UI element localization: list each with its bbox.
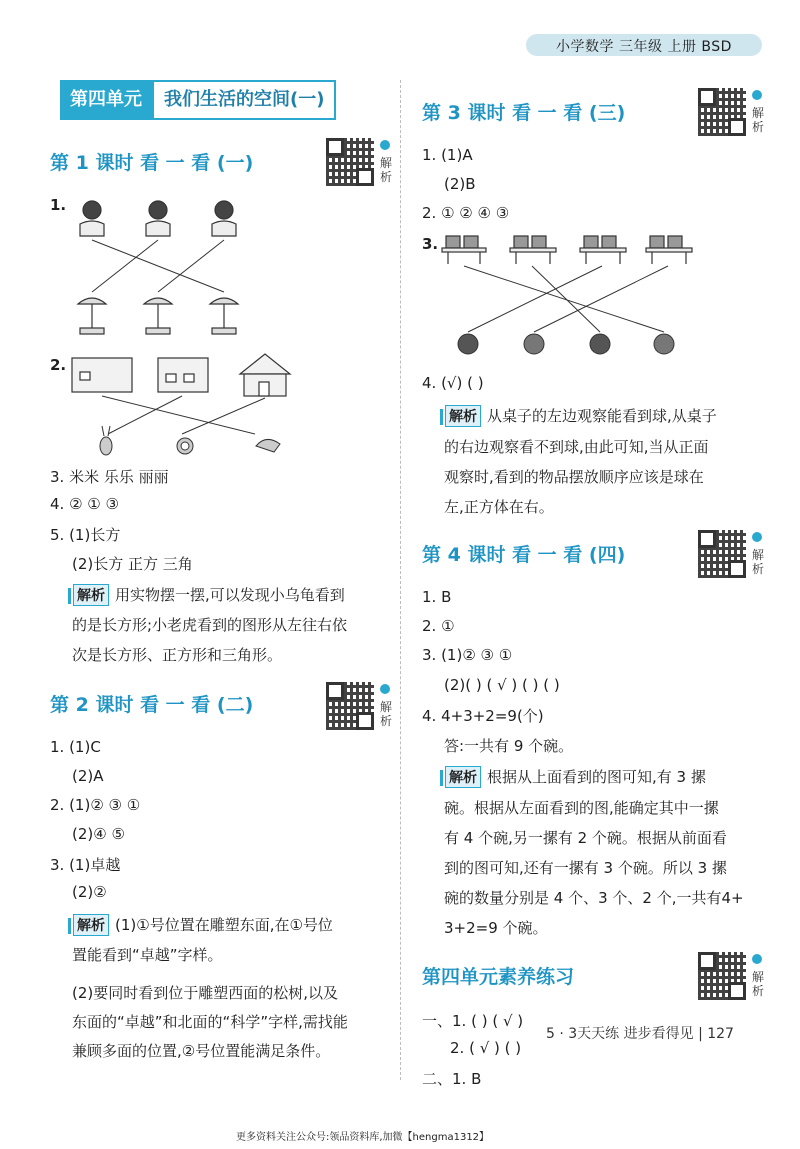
l1-analysis-line1: [68, 584, 345, 606]
column-divider: [400, 80, 401, 1080]
qr-code-icon[interactable]: [326, 138, 374, 186]
qr-code-icon[interactable]: [326, 682, 374, 730]
unit-number: 第四单元: [60, 80, 152, 120]
practice-line1: 一、1. ( ) ( √ ): [422, 1012, 524, 1030]
l3-analysis-text1: 从桌子的左边观察能看到球,从桌子: [487, 407, 717, 425]
lesson1-title: 第 1 课时 看 一 看 (一): [50, 152, 254, 174]
l4-line2: 2. ①: [422, 617, 455, 635]
tag-bar: [68, 588, 71, 604]
l4-analysis-line6: 3+2=9 个碗。: [444, 919, 548, 937]
l4-analysis-line2: 碗。根据从左面看到的图,能确定其中一摞: [444, 799, 719, 817]
l4-line6: 答:一共有 9 个碗。: [444, 737, 574, 755]
l3-line3: 2. ① ② ④ ③: [422, 204, 510, 222]
lamp-icon: [78, 298, 238, 334]
l1-q4: 4. ② ① ③: [50, 495, 119, 513]
l2-line4: (2)④ ⑤: [72, 825, 125, 843]
l4-analysis-text1: 根据从上面看到的图可知,有 3 摞: [487, 768, 706, 786]
person-icon: [80, 201, 236, 236]
l4-analysis-line5: 碗的数量分别是 4 个、3 个、2 个,一共有4+: [444, 889, 744, 907]
l1-analysis-line2: 的是长方形;小老虎看到的图形从左往右依: [72, 616, 348, 634]
header-text: 小学数学 三年级 上册 BSD: [556, 39, 732, 55]
l3-line2: (2)B: [444, 175, 476, 193]
l2-line6: (2)②: [72, 883, 107, 901]
play-icon: [380, 140, 390, 150]
l2-analysis-line2: 置能看到“卓越”字样。: [72, 946, 223, 964]
l2-analysis-text1: (1)①号位置在雕塑东面,在①号位: [115, 916, 333, 934]
lesson3-title: 第 3 课时 看 一 看 (三): [422, 102, 626, 124]
l2-analysis-line3: (2)要同时看到位于雕塑西面的松树,以及: [72, 984, 339, 1002]
play-icon: [752, 954, 762, 964]
l4-analysis-line3: 有 4 个碗,另一摞有 2 个碗。根据从前面看: [444, 829, 727, 847]
header-bar: [526, 34, 762, 56]
lesson2-title: 第 2 课时 看 一 看 (二): [50, 694, 254, 716]
l2-line1: 1. (1)C: [50, 738, 101, 756]
qr-code-icon[interactable]: [698, 952, 746, 1000]
qr-label: 解析: [751, 106, 764, 134]
analysis-label: 解析: [73, 584, 109, 606]
practice-line3: 二、1. B: [422, 1070, 482, 1088]
l3-analysis-line1: [440, 405, 717, 427]
child-icon: [458, 334, 674, 354]
unit-title: 我们生活的空间(一): [152, 80, 336, 120]
l4-analysis-line4: 到的图可知,还有一摞有 3 个碗。所以 3 摞: [444, 859, 727, 877]
houses-animals-figure: [70, 352, 310, 462]
tag-bar: [440, 409, 443, 425]
qr-code-icon[interactable]: [698, 530, 746, 578]
qr-code-icon[interactable]: [698, 88, 746, 136]
practice-title: 第四单元素养练习: [422, 966, 575, 988]
page-footer: 5 · 3天天练 进步看得见 | 127: [546, 1026, 734, 1042]
watermark-footer: 更多资料关注公众号:领品资料库,加微【hengma1312】: [236, 1132, 490, 1143]
analysis-label: 解析: [73, 914, 109, 936]
tag-bar: [68, 918, 71, 934]
l1-q2-number: 2.: [50, 356, 67, 374]
lesson4-title: 第 4 课时 看 一 看 (四): [422, 544, 626, 566]
l3-analysis-line2: 的右边观察看不到球,由此可知,当从正面: [444, 438, 709, 456]
analysis-label: 解析: [445, 405, 481, 427]
qr-label: 解析: [379, 700, 392, 728]
l3-analysis-line4: 左,正方体在右。: [444, 498, 554, 516]
l4-line5: 4. 4+3+2=9(个): [422, 707, 544, 725]
l1-q5b: (2)长方 正方 三角: [72, 555, 193, 573]
l2-line5: 3. (1)卓越: [50, 856, 121, 874]
l1-q5a: 5. (1)长方: [50, 526, 121, 544]
l2-analysis-line1: [68, 914, 333, 936]
l3-line5: 4. (√) ( ): [422, 374, 484, 392]
unit-banner: [60, 80, 336, 120]
l1-q3: 3. 米米 乐乐 丽丽: [50, 468, 169, 486]
play-icon: [380, 684, 390, 694]
analysis-label: 解析: [445, 766, 481, 788]
l3-line1: 1. (1)A: [422, 146, 473, 164]
practice-line2: 2. ( √ ) ( ): [450, 1039, 522, 1057]
tag-bar: [440, 770, 443, 786]
l1-analysis-text1: 用实物摆一摆,可以发现小乌龟看到: [115, 586, 345, 604]
l2-analysis-line5: 兼顾多面的位置,②号位置能满足条件。: [72, 1042, 331, 1060]
l1-analysis-line3: 次是长方形、正方形和三角形。: [72, 646, 283, 664]
l2-line2: (2)A: [72, 767, 104, 785]
play-icon: [752, 90, 762, 100]
people-lamps-figure: [66, 192, 326, 342]
l2-analysis-line4: 东面的“卓越”和北面的“科学”字样,需找能: [72, 1013, 348, 1031]
play-icon: [752, 532, 762, 542]
qr-label: 解析: [379, 156, 392, 184]
qr-label: 解析: [751, 548, 764, 576]
l4-analysis-line1: [440, 766, 706, 788]
l3-analysis-line3: 观察时,看到的物品摆放顺序应该是球在: [444, 468, 704, 486]
qr-label: 解析: [751, 970, 764, 998]
l2-line3: 2. (1)② ③ ①: [50, 796, 141, 814]
l3-line4: 3.: [422, 235, 439, 253]
l4-line4: (2)( ) ( √ ) ( ) ( ): [444, 676, 560, 694]
l1-q1-number: 1.: [50, 196, 67, 214]
l4-line1: 1. B: [422, 588, 452, 606]
l4-line3: 3. (1)② ③ ①: [422, 646, 513, 664]
tables-children-figure: [440, 232, 700, 362]
house-icon: [72, 354, 290, 396]
table-icon: [442, 236, 692, 264]
